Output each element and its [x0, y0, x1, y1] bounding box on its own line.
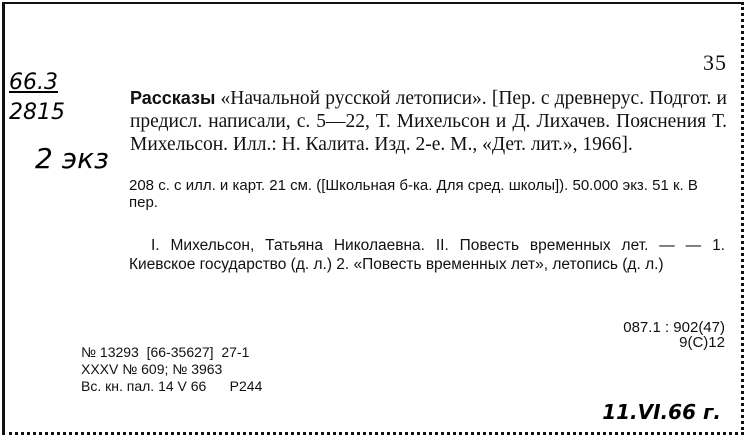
tracings: I. Михельсон, Татьяна Николаевна. II. Повесть временных лет. — — 1. Киевское государство (д. л.) 2. «Повесть временных лет», летопись (д. л.)	[129, 237, 725, 273]
entry-text: «Начальной русской летописи». [Пер. с древнерус. Подгот. и предисл. написали, с. 5—22, Т. Михельсон и Д. Лихачев. Пояснения Т. Михельсон. Илл.: Н. Калита. Изд. 2-е. М., «Дет. лит.», 1966].	[130, 88, 727, 155]
classification-line-2: 9(С)12	[679, 334, 725, 351]
handwritten-shelf-bottom: 2815	[9, 100, 65, 125]
handwritten-date-note: 11.VI.66 г.	[602, 400, 721, 424]
handwritten-copy-note: 2 экз	[35, 142, 109, 175]
page-number: 35	[703, 50, 727, 75]
catalog-card	[2, 2, 744, 435]
collation-line: 208 с. с илл. и карт. 21 см. ([Школьная б-ка. Для сред. школы]). 50.000 экз. 51 к. В пер.	[129, 177, 698, 211]
handwritten-shelf-top: 66.3	[9, 70, 58, 95]
classification-line-1: 087.1 : 902(47)	[623, 319, 725, 336]
record-block	[81, 344, 262, 395]
record-line-3: Вс. кн. пал. 14 V 66 Р244	[81, 378, 263, 394]
entry-title-lead: Рассказы	[130, 88, 216, 108]
record-line-2: XXXV № 609; № 3963	[81, 361, 223, 377]
main-entry	[130, 87, 727, 156]
record-line-1: № 13293 [66-35627] 27-1	[81, 344, 250, 360]
